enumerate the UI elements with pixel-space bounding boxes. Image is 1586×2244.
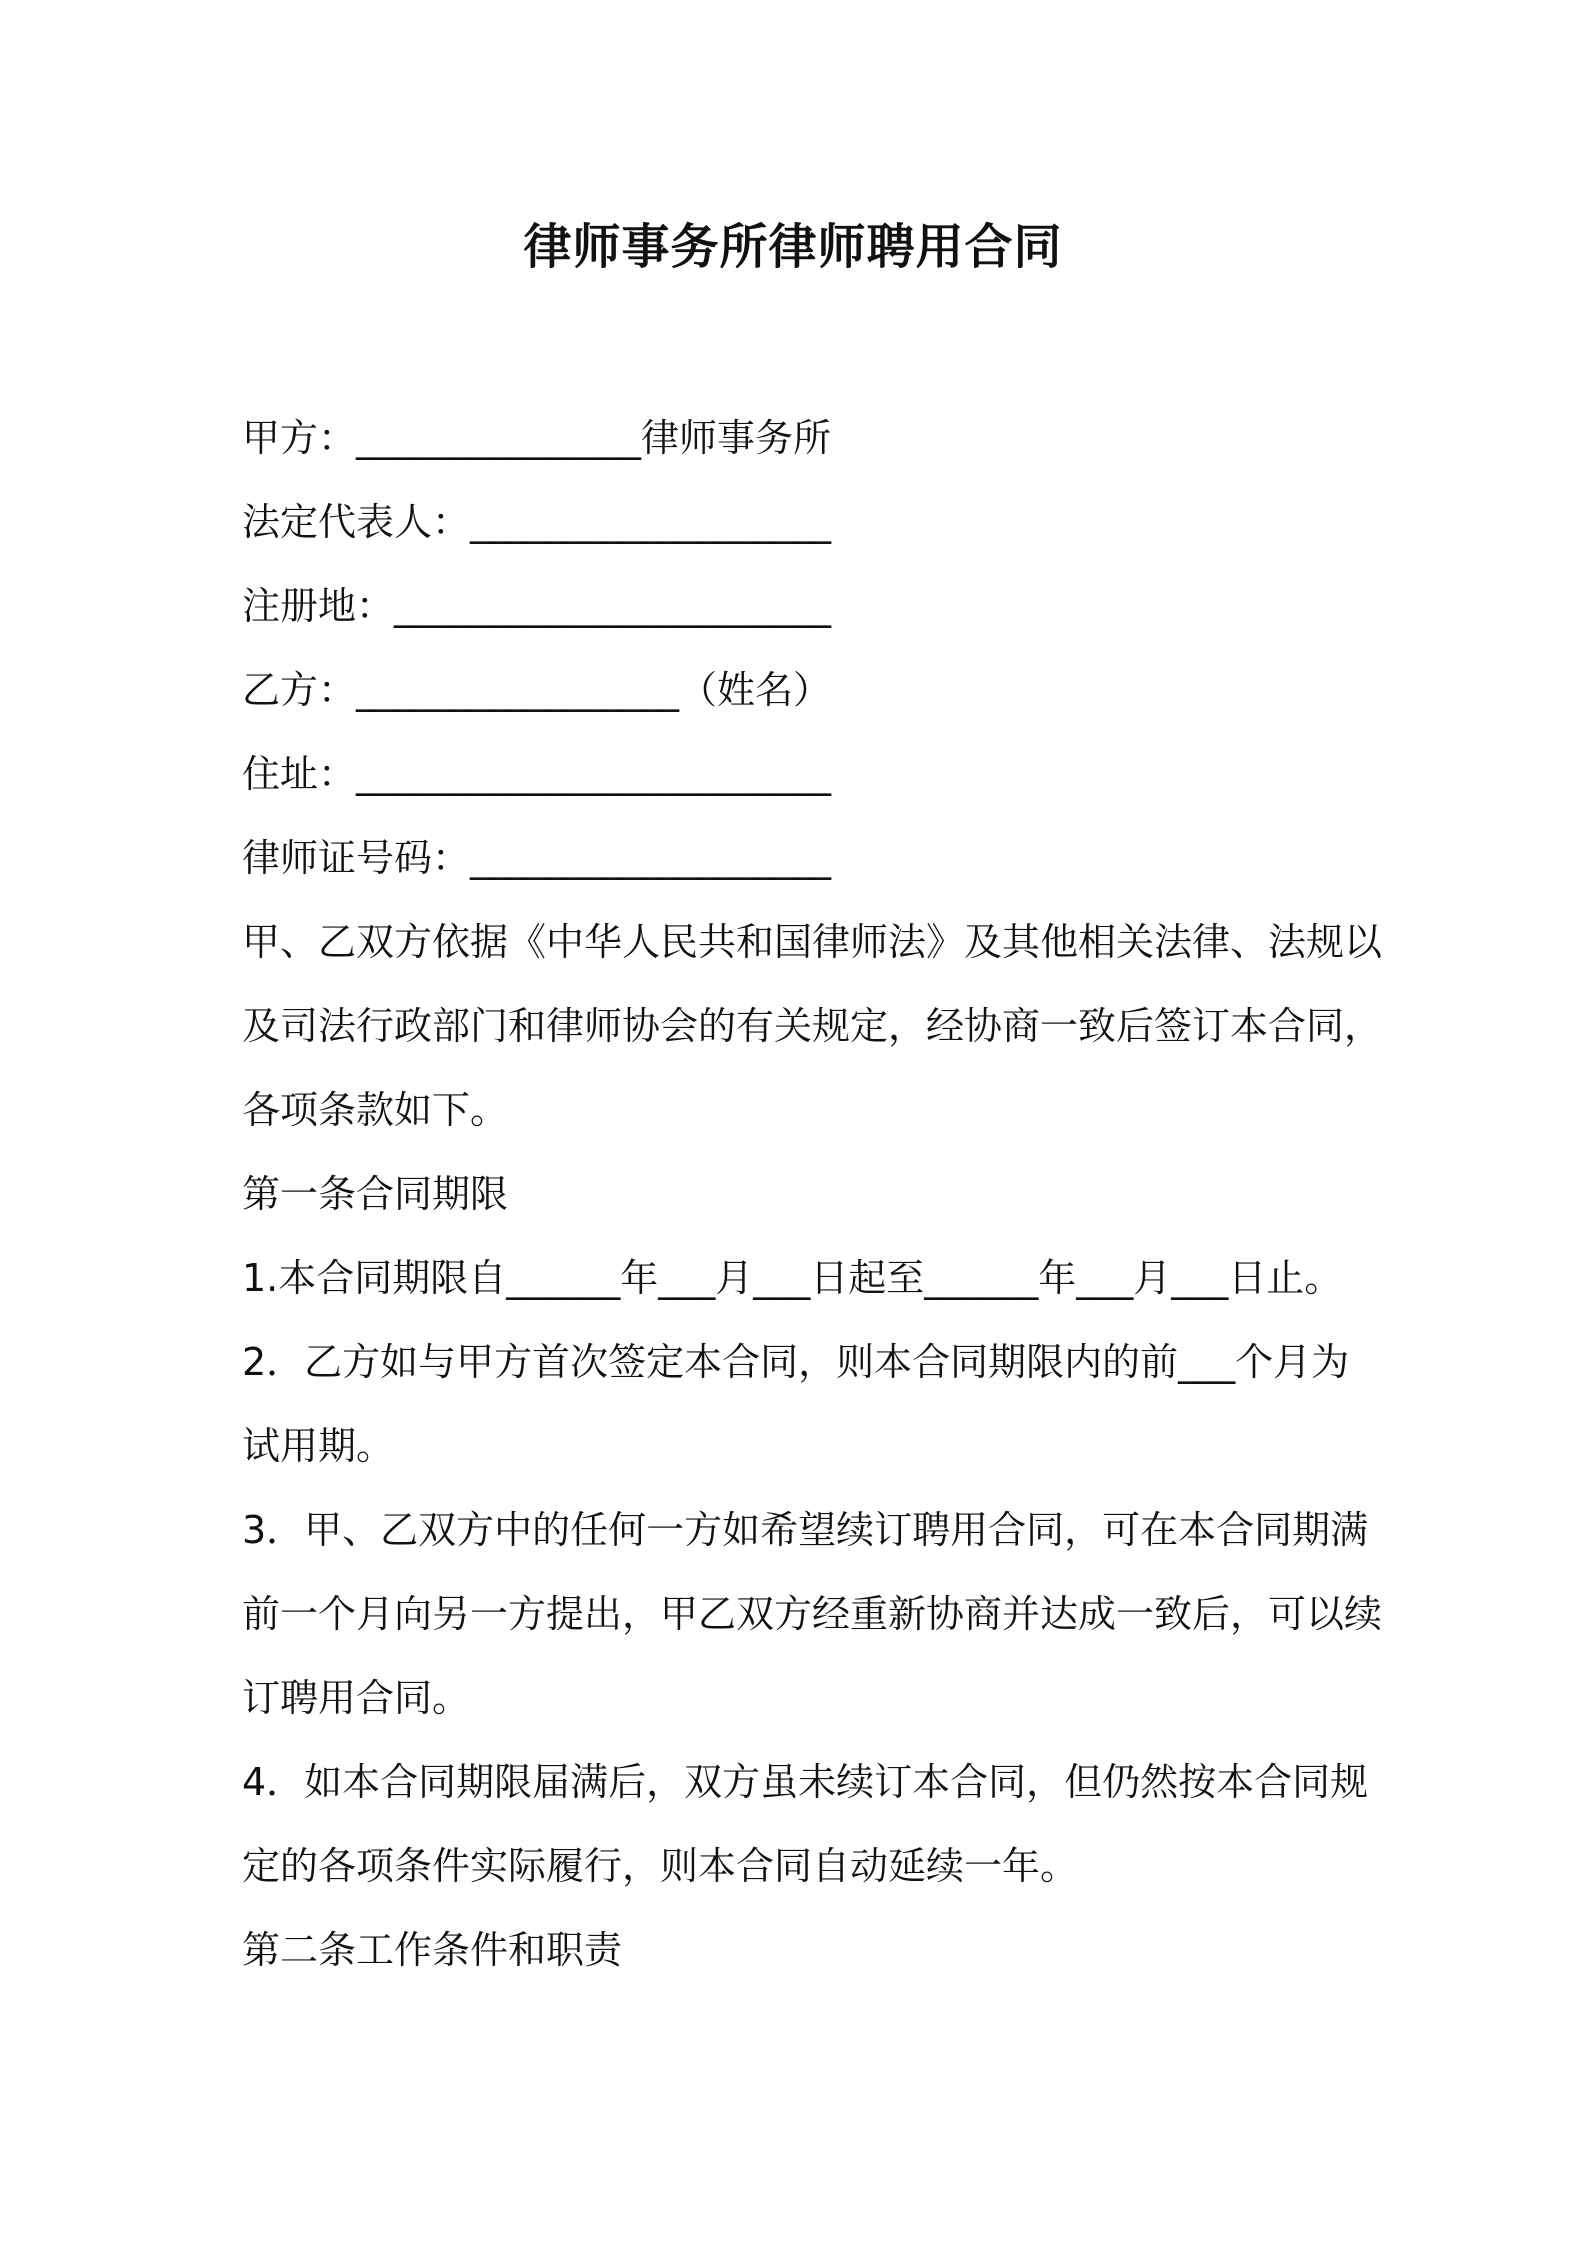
clause-1-3-line-2: 前一个月向另一方提出，甲乙双方经重新协商并达成一致后，可以续 <box>242 1592 1383 1636</box>
clause-1-3-line-3: 订聘用合同。 <box>242 1676 471 1720</box>
clause-1-4-line-2: 定的各项条件实际履行，则本合同自动延续一年。 <box>242 1844 1079 1888</box>
clause-1-2-line-2: 试用期。 <box>242 1424 395 1468</box>
preamble-line-2: 及司法行政部门和律师协会的有关规定，经协商一致后签订本合同， <box>242 1004 1383 1048</box>
clause-1-3-line-1: 3．甲、乙双方中的任何一方如希望续订聘用合同，可在本合同期满 <box>242 1508 1369 1552</box>
lawyer-license-line: 律师证号码：___________________ <box>242 836 832 880</box>
party-b-line: 乙方：_________________（姓名） <box>242 668 832 712</box>
preamble-line-3: 各项条款如下。 <box>242 1088 509 1132</box>
clause-1-4-line-1: 4．如本合同期限届满后，双方虽未续订本合同，但仍然按本合同规 <box>242 1760 1369 1804</box>
address-line: 住址：_________________________ <box>242 752 832 796</box>
article-2-heading: 第二条工作条件和职责 <box>242 1928 623 1972</box>
clause-1-1: 1.本合同期限自______年___月___日起至______年___月___日止。 <box>242 1256 1343 1300</box>
clause-1-2-line-1: 2．乙方如与甲方首次签定本合同，则本合同期限内的前___个月为 <box>242 1340 1350 1384</box>
document-body <box>242 396 1383 1992</box>
legal-representative-line: 法定代表人：___________________ <box>242 500 832 544</box>
preamble-line-1: 甲、乙双方依据《中华人民共和国律师法》及其他相关法律、法规以 <box>242 920 1383 964</box>
party-a-line: 甲方：_______________律师事务所 <box>242 416 832 460</box>
article-1-heading: 第一条合同期限 <box>242 1172 509 1216</box>
registered-address-line: 注册地：_______________________ <box>242 584 832 628</box>
document-title: 律师事务所律师聘用合同 <box>523 219 1063 275</box>
